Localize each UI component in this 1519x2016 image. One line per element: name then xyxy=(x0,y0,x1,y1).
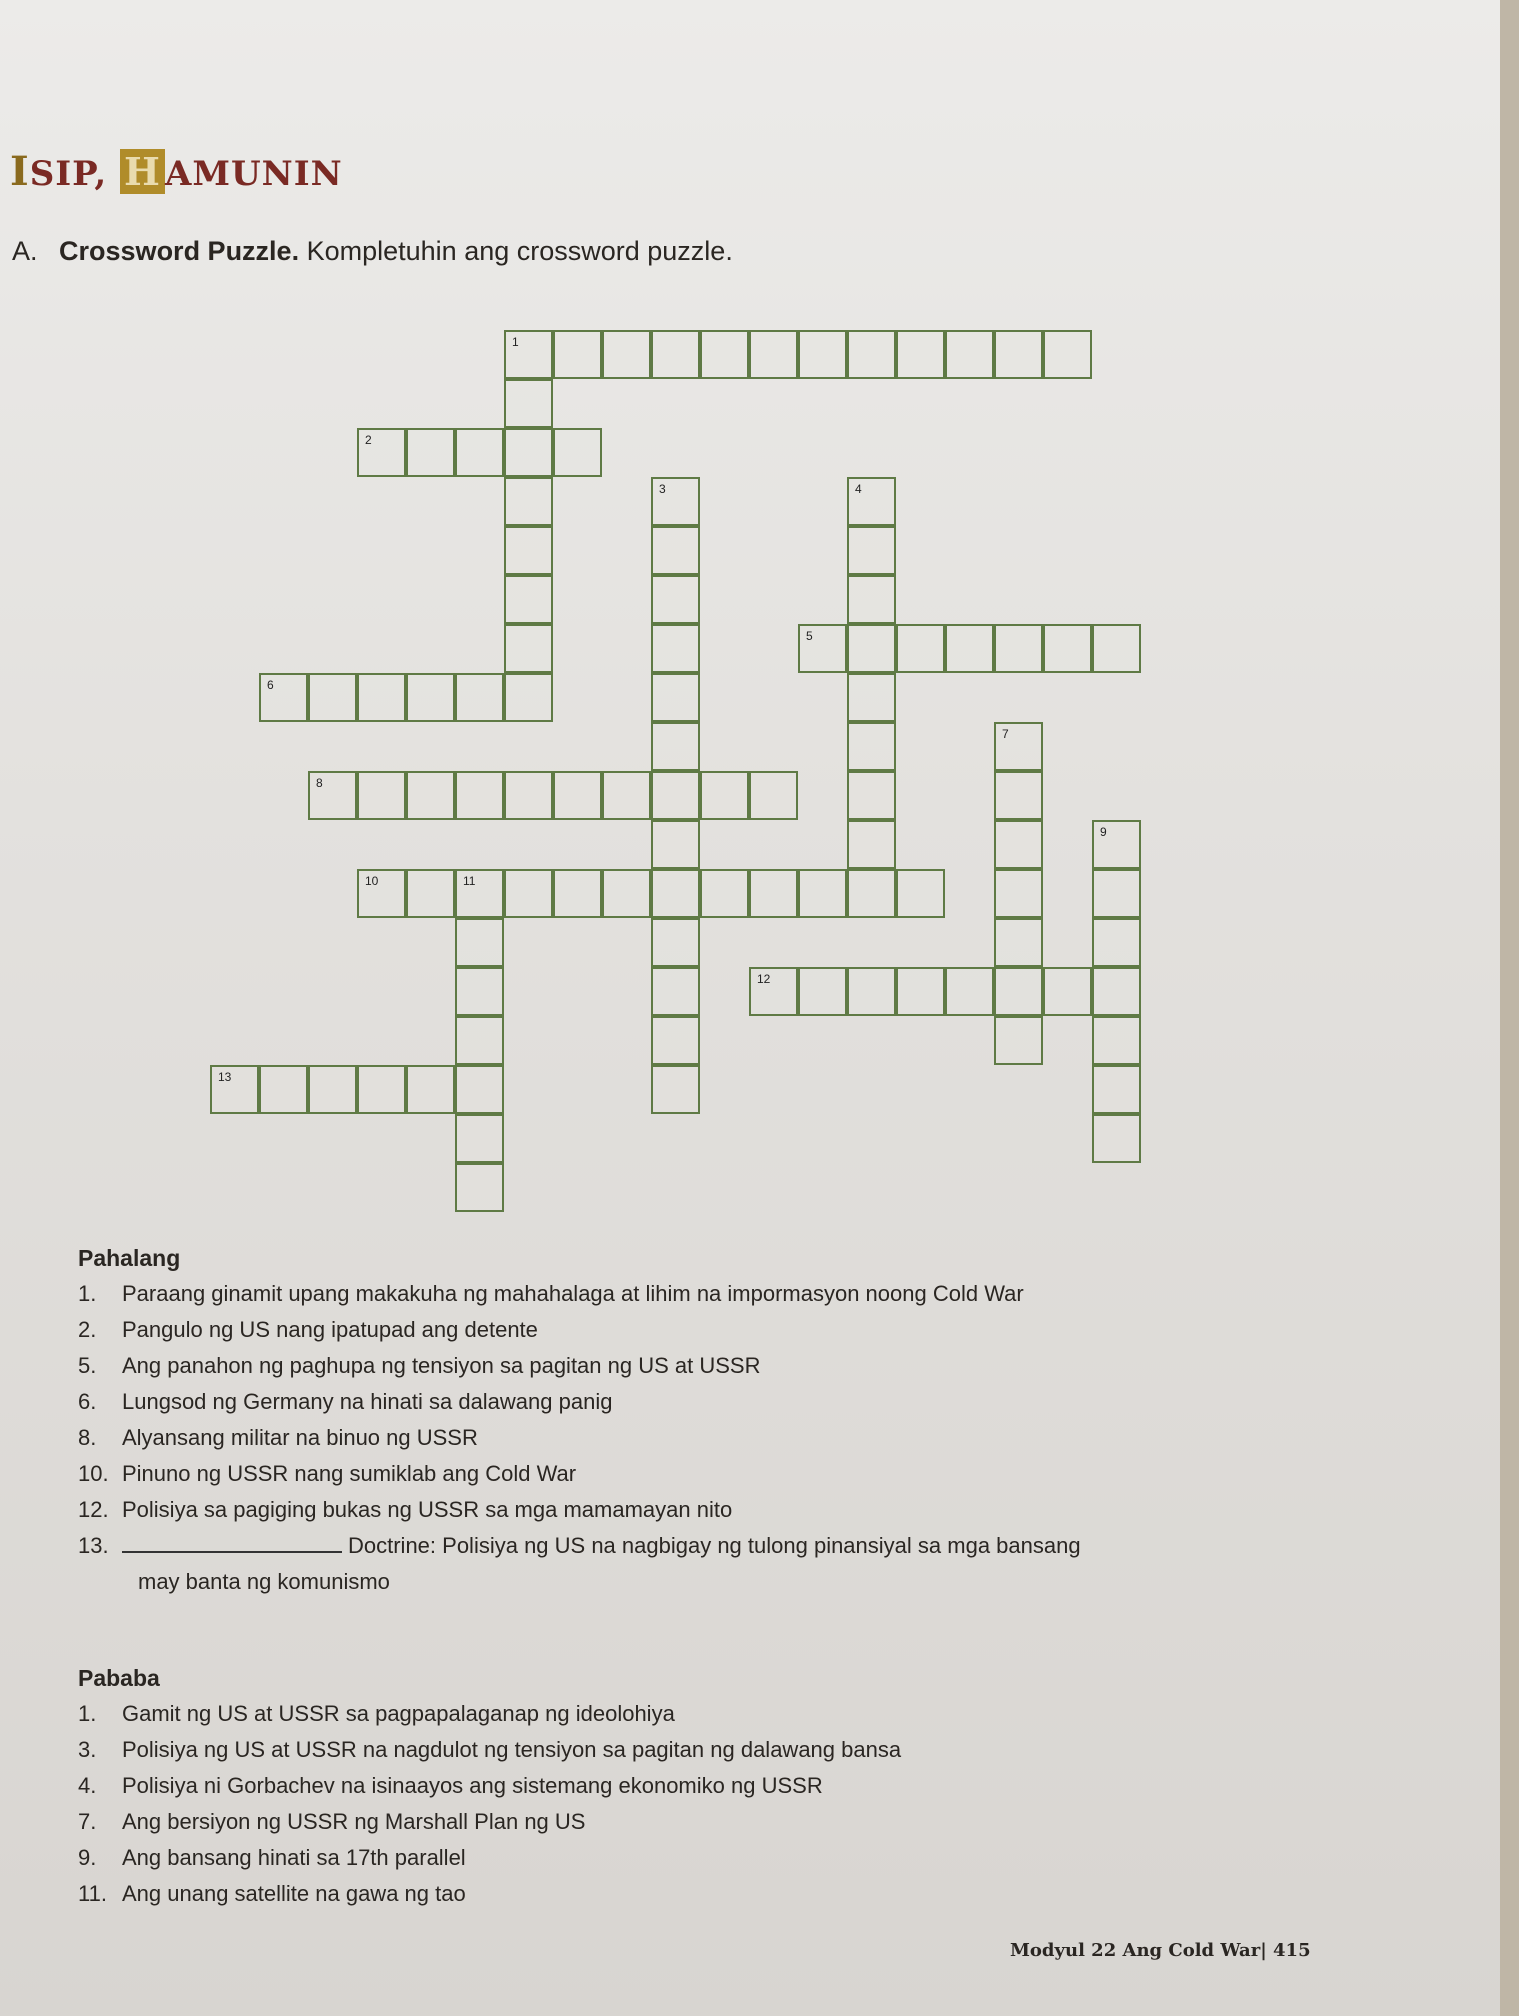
crossword-cell[interactable] xyxy=(651,869,700,918)
clue-text: Polisiya sa pagiging bukas ng USSR sa mga mamamayan nito xyxy=(122,1497,733,1522)
down-clue xyxy=(78,1732,901,1768)
page-footer: Modyul 22 Ang Cold War| 415 xyxy=(1010,1940,1311,1961)
crossword-cell[interactable] xyxy=(1092,967,1141,1016)
crossword-cell[interactable] xyxy=(406,428,455,477)
across-heading: Pahalang xyxy=(78,1245,181,1271)
clue-number-label: 2 xyxy=(365,433,372,447)
crossword-cell[interactable] xyxy=(308,1065,357,1114)
crossword-cell[interactable] xyxy=(1092,624,1141,673)
crossword-cell[interactable] xyxy=(553,869,602,918)
crossword-cell[interactable] xyxy=(994,624,1043,673)
crossword-cell[interactable] xyxy=(651,477,700,526)
crossword-cell[interactable] xyxy=(602,330,651,379)
crossword-cell[interactable] xyxy=(308,673,357,722)
crossword-cell[interactable] xyxy=(847,967,896,1016)
crossword-cell[interactable] xyxy=(700,869,749,918)
crossword-cell[interactable] xyxy=(210,1065,259,1114)
down-clue xyxy=(78,1804,901,1840)
down-clues xyxy=(78,1660,901,1912)
crossword-cell[interactable] xyxy=(504,428,553,477)
crossword-cell[interactable] xyxy=(994,869,1043,918)
crossword-cell[interactable] xyxy=(504,673,553,722)
crossword-cell[interactable] xyxy=(847,477,896,526)
crossword-cell[interactable] xyxy=(798,967,847,1016)
crossword-cell[interactable] xyxy=(455,918,504,967)
crossword-cell[interactable] xyxy=(945,967,994,1016)
crossword-cell[interactable] xyxy=(1043,330,1092,379)
crossword-cell[interactable] xyxy=(455,1114,504,1163)
crossword-cell[interactable] xyxy=(1092,1016,1141,1065)
across-clue xyxy=(78,1456,1081,1492)
across-clues xyxy=(78,1240,1081,1600)
crossword-cell[interactable] xyxy=(847,722,896,771)
crossword-cell[interactable] xyxy=(651,771,700,820)
clue-number: 8. xyxy=(78,1425,97,1450)
crossword-cell[interactable] xyxy=(455,1065,504,1114)
clue-number: 1. xyxy=(78,1701,97,1726)
clue-number: 13. xyxy=(78,1533,109,1558)
crossword-cell[interactable] xyxy=(455,869,504,918)
clue-number-label: 6 xyxy=(267,678,274,692)
crossword-cell[interactable] xyxy=(847,624,896,673)
crossword-cell[interactable] xyxy=(455,1163,504,1212)
crossword-cell[interactable] xyxy=(455,1016,504,1065)
crossword-cell[interactable] xyxy=(994,330,1043,379)
crossword-cell[interactable] xyxy=(406,1065,455,1114)
crossword-cell[interactable] xyxy=(651,1016,700,1065)
crossword-cell[interactable] xyxy=(1092,1114,1141,1163)
crossword-cell[interactable] xyxy=(553,330,602,379)
clue-across-13 xyxy=(78,1528,1081,1564)
crossword-cell[interactable] xyxy=(504,575,553,624)
clue-text: Polisiya ni Gorbachev na isinaayos ang sistemang ekonomiko ng USSR xyxy=(122,1773,823,1798)
down-heading: Pababa xyxy=(78,1665,160,1691)
crossword-cell[interactable] xyxy=(651,967,700,1016)
clue-number-label: 4 xyxy=(855,482,862,496)
instruction-title: Crossword Puzzle. xyxy=(59,236,300,266)
clue-number: 9. xyxy=(78,1845,97,1870)
clue-number: 3. xyxy=(78,1737,97,1762)
crossword-cell[interactable] xyxy=(1092,918,1141,967)
crossword-cell[interactable] xyxy=(700,330,749,379)
clue-text: Pinuno ng USSR nang sumiklab ang Cold War xyxy=(122,1461,577,1486)
instruction xyxy=(12,236,733,267)
crossword-cell[interactable] xyxy=(896,967,945,1016)
clue-number-label: 11 xyxy=(463,874,476,888)
clue-number-label: 9 xyxy=(1100,825,1107,839)
crossword-cell[interactable] xyxy=(504,477,553,526)
across-clue-list xyxy=(78,1276,1081,1528)
crossword-cell[interactable] xyxy=(504,624,553,673)
crossword-cell[interactable] xyxy=(749,330,798,379)
across-clue xyxy=(78,1384,1081,1420)
crossword-cell[interactable] xyxy=(553,771,602,820)
crossword-cell[interactable] xyxy=(651,624,700,673)
crossword-cell[interactable] xyxy=(896,330,945,379)
crossword-cell[interactable] xyxy=(406,673,455,722)
crossword-cell[interactable] xyxy=(602,869,651,918)
crossword-cell[interactable] xyxy=(455,967,504,1016)
clue-number: 12. xyxy=(78,1497,109,1522)
across-clue xyxy=(78,1276,1081,1312)
crossword-cell[interactable] xyxy=(357,1065,406,1114)
crossword-cell[interactable] xyxy=(847,575,896,624)
crossword-cell[interactable] xyxy=(651,330,700,379)
crossword-cell[interactable] xyxy=(1092,1065,1141,1114)
crossword-cell[interactable] xyxy=(357,673,406,722)
clue-across-13-continuation: may banta ng komunismo xyxy=(138,1569,390,1594)
clue-text: Lungsod ng Germany na hinati sa dalawang panig xyxy=(122,1389,613,1414)
clue-text: Ang panahon ng paghupa ng tensiyon sa pagitan ng US at USSR xyxy=(122,1353,761,1378)
crossword-cell[interactable] xyxy=(798,624,847,673)
crossword-cell[interactable] xyxy=(945,624,994,673)
clue-text: Doctrine: Polisiya ng US na nagbigay ng tulong pinansiyal sa mga bansang xyxy=(348,1533,1081,1558)
clue-number-label: 3 xyxy=(659,482,666,496)
across-clue xyxy=(78,1420,1081,1456)
crossword-cell[interactable] xyxy=(504,526,553,575)
crossword-cell[interactable] xyxy=(847,869,896,918)
clue-text: Ang bersiyon ng USSR ng Marshall Plan ng US xyxy=(122,1809,586,1834)
crossword-cell[interactable] xyxy=(798,330,847,379)
section-title xyxy=(10,148,343,195)
clue-text: Gamit ng US at USSR sa pagpapalaganap ng ideolohiya xyxy=(122,1701,675,1726)
crossword-cell[interactable] xyxy=(651,526,700,575)
crossword-cell[interactable] xyxy=(455,428,504,477)
clue-number-label: 7 xyxy=(1002,727,1009,741)
crossword-cell[interactable] xyxy=(357,771,406,820)
crossword-cell[interactable] xyxy=(749,771,798,820)
section-title-initial-i: I xyxy=(10,148,30,195)
crossword-cell[interactable] xyxy=(749,967,798,1016)
instruction-text: Kompletuhin ang crossword puzzle. xyxy=(306,236,733,266)
crossword-cell[interactable] xyxy=(504,869,553,918)
crossword-cell[interactable] xyxy=(1092,869,1141,918)
crossword-cell[interactable] xyxy=(455,673,504,722)
crossword-cell[interactable] xyxy=(1043,967,1092,1016)
crossword-cell[interactable] xyxy=(847,771,896,820)
crossword-cell[interactable] xyxy=(651,575,700,624)
crossword-cell[interactable] xyxy=(847,526,896,575)
crossword-cell[interactable] xyxy=(1092,820,1141,869)
clue-text: Alyansang militar na binuo ng USSR xyxy=(122,1425,478,1450)
crossword-cell[interactable] xyxy=(896,869,945,918)
across-clue xyxy=(78,1348,1081,1384)
down-clue xyxy=(78,1768,901,1804)
clue-text: Paraang ginamit upang makakuha ng mahahalaga at lihim na impormasyon noong Cold War xyxy=(122,1281,1024,1306)
crossword-cell[interactable] xyxy=(994,918,1043,967)
crossword-cell[interactable] xyxy=(994,820,1043,869)
crossword-cell[interactable] xyxy=(553,428,602,477)
clue-number-label: 1 xyxy=(512,335,519,349)
crossword-cell[interactable] xyxy=(406,771,455,820)
section-title-isip: SIP, xyxy=(29,154,108,194)
clue-number: 4. xyxy=(78,1773,97,1798)
clue-number: 2. xyxy=(78,1317,97,1342)
crossword-cell[interactable] xyxy=(700,771,749,820)
crossword-cell[interactable] xyxy=(651,918,700,967)
clue-text: Polisiya ng US at USSR na nagdulot ng tensiyon sa pagitan ng dalawang bansa xyxy=(122,1737,902,1762)
instruction-letter: A. xyxy=(12,236,38,266)
crossword-cell[interactable] xyxy=(896,624,945,673)
clue-number-label: 5 xyxy=(806,629,813,643)
crossword-cell[interactable] xyxy=(308,771,357,820)
crossword-cell[interactable] xyxy=(455,771,504,820)
clue-text: Pangulo ng US nang ipatupad ang detente xyxy=(122,1317,538,1342)
clue-number-label: 10 xyxy=(365,874,379,888)
section-title-initial-h: H xyxy=(120,149,165,194)
crossword-cell[interactable] xyxy=(847,673,896,722)
crossword-cell[interactable] xyxy=(798,869,847,918)
clue-number: 6. xyxy=(78,1389,97,1414)
crossword-cell[interactable] xyxy=(749,869,798,918)
clue-number-label: 8 xyxy=(316,776,323,790)
crossword-cell[interactable] xyxy=(994,967,1043,1016)
down-clue xyxy=(78,1840,901,1876)
crossword-cell[interactable] xyxy=(504,379,553,428)
clue-number: 10. xyxy=(78,1461,109,1486)
answer-blank[interactable] xyxy=(122,1551,342,1553)
page-binding-edge xyxy=(1500,0,1519,2016)
crossword-cell[interactable] xyxy=(651,1065,700,1114)
crossword-cell[interactable] xyxy=(945,330,994,379)
crossword-cell[interactable] xyxy=(259,673,308,722)
crossword-cell[interactable] xyxy=(847,820,896,869)
down-clue xyxy=(78,1696,901,1732)
crossword-cell[interactable] xyxy=(651,722,700,771)
down-clue-list xyxy=(78,1696,901,1912)
clue-number: 1. xyxy=(78,1281,97,1306)
crossword-cell[interactable] xyxy=(994,771,1043,820)
crossword-cell[interactable] xyxy=(602,771,651,820)
clue-number-label: 12 xyxy=(757,972,771,986)
across-clue xyxy=(78,1312,1081,1348)
clue-number-label: 13 xyxy=(218,1070,232,1084)
clue-number: 11. xyxy=(78,1881,107,1906)
across-clue xyxy=(78,1492,1081,1528)
crossword-cell[interactable] xyxy=(357,869,406,918)
crossword-cell[interactable] xyxy=(994,1016,1043,1065)
down-clue xyxy=(78,1876,901,1912)
crossword-cell[interactable] xyxy=(406,869,455,918)
crossword-cell[interactable] xyxy=(504,771,553,820)
crossword-cell[interactable] xyxy=(1043,624,1092,673)
crossword-cell[interactable] xyxy=(357,428,406,477)
crossword-cell[interactable] xyxy=(651,820,700,869)
clue-text: Ang unang satellite na gawa ng tao xyxy=(122,1881,466,1906)
crossword-cell[interactable] xyxy=(504,330,553,379)
section-title-hamunin: AMUNIN xyxy=(164,154,343,194)
clue-number: 7. xyxy=(78,1809,97,1834)
crossword-cell[interactable] xyxy=(651,673,700,722)
clue-text: Ang bansang hinati sa 17th parallel xyxy=(122,1845,466,1870)
crossword-cell[interactable] xyxy=(994,722,1043,771)
crossword-cell[interactable] xyxy=(259,1065,308,1114)
clue-number: 5. xyxy=(78,1353,97,1378)
crossword-cell[interactable] xyxy=(847,330,896,379)
